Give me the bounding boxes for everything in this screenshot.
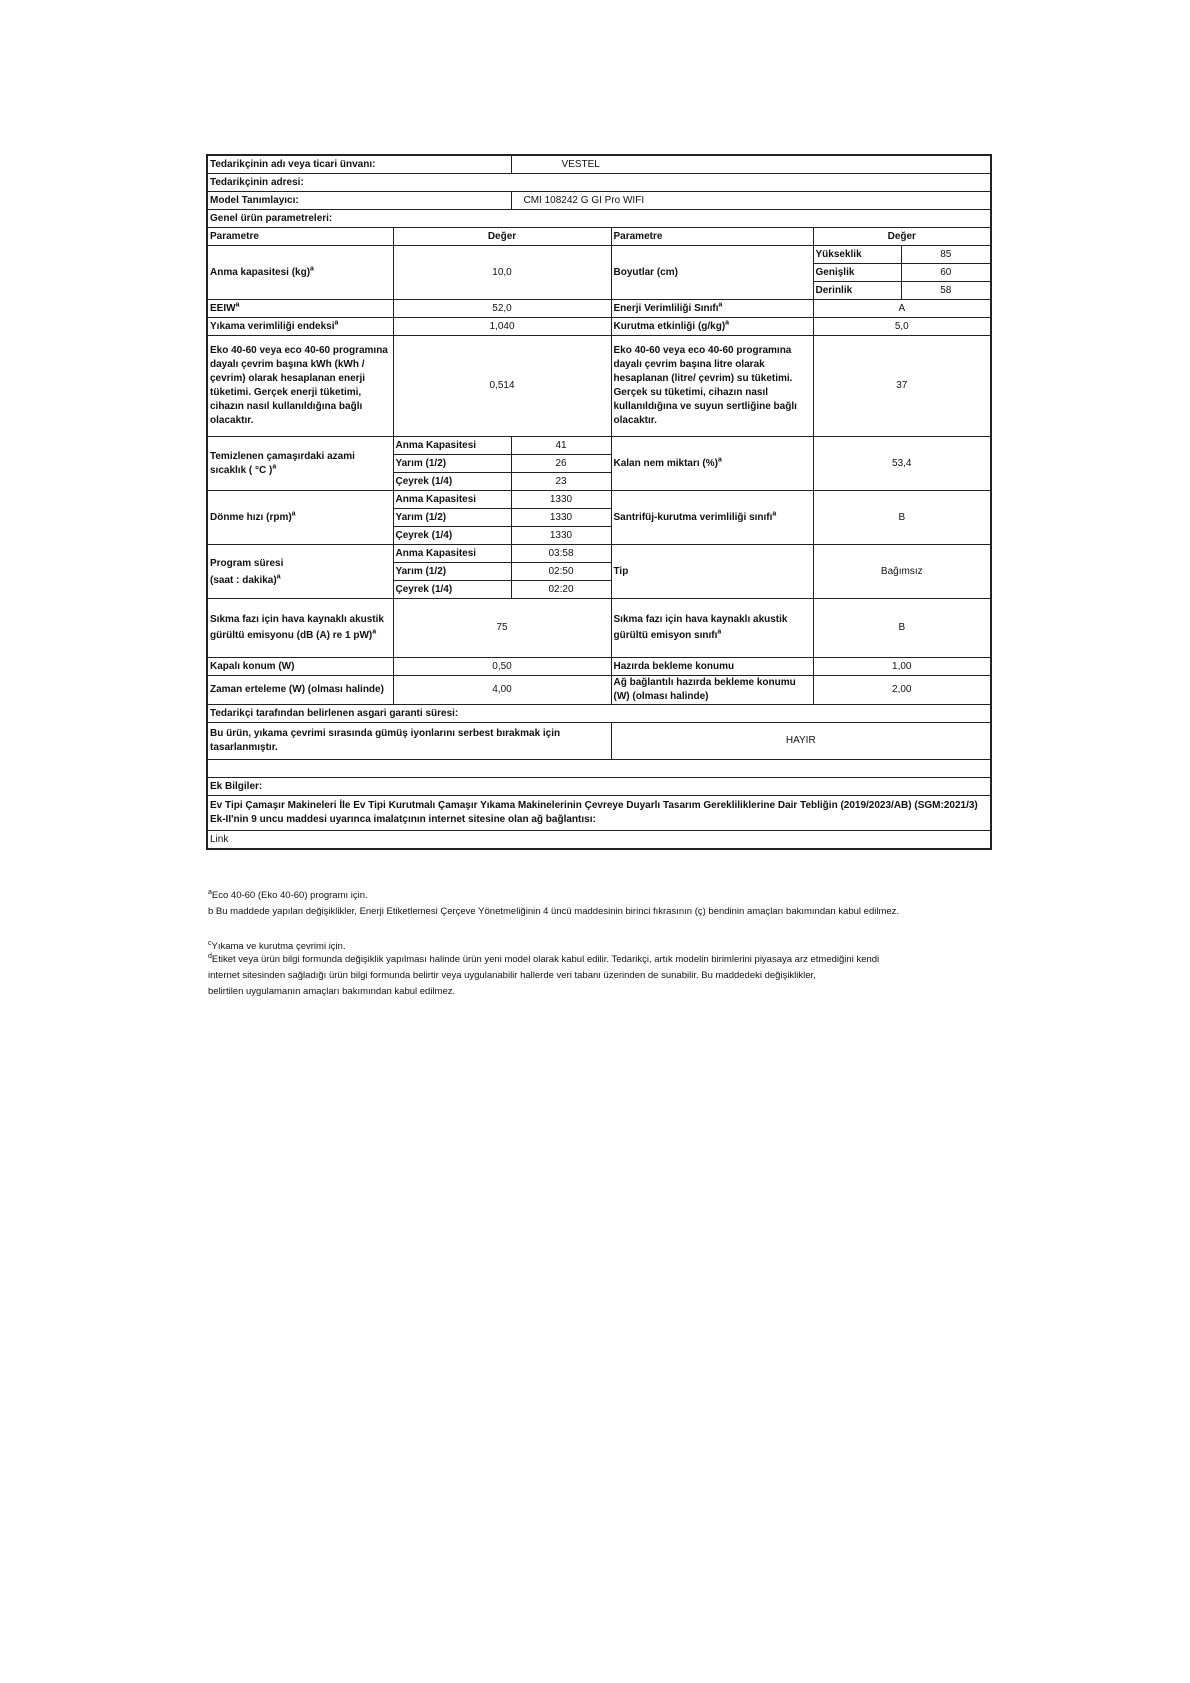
spin-rated-value: 1330	[511, 491, 611, 509]
dur-half-value: 02:50	[511, 563, 611, 581]
warranty-row	[207, 705, 991, 723]
model-value: CMI 108242 G GI Pro WIFI	[511, 192, 991, 210]
energy-cons-value: 0,514	[393, 336, 611, 437]
model-label: Model Tanımlayıcı:	[207, 192, 511, 210]
eeiw-value: 52,0	[393, 300, 611, 318]
noise-row	[207, 599, 991, 658]
depth-label: Derinlik	[813, 282, 901, 300]
capacity-row	[207, 246, 991, 264]
noise-class-label: Sıkma fazı için hava kaynaklı akustik gürültü emisyon sınıfı$^a$	[611, 599, 813, 658]
temp-half-label: Yarım (1/2)	[393, 455, 511, 473]
footnotes	[208, 888, 1008, 1000]
footnote-a: $^a$Eco 40-60 (Eko 40-60) programı için.	[208, 888, 368, 901]
eeiw-label: EEIW$^a$	[207, 300, 393, 318]
noise-value: 75	[393, 599, 611, 658]
warranty-label: Tedarikçi tarafından belirlenen asgari garanti süresi:	[207, 705, 991, 723]
net-standby-label: Ağ bağlantılı hazırda bekleme konumu (W) (olması halinde)	[611, 676, 813, 705]
standby-label: Hazırda bekleme konumu	[611, 658, 813, 676]
extra-row	[207, 778, 991, 796]
supplier-row	[207, 155, 991, 174]
capacity-value: 10,0	[393, 246, 611, 300]
height-value: 85	[901, 246, 991, 264]
wash-index-label: Yıkama verimliliği endeksi$^a$	[207, 318, 393, 336]
capacity-label: Anma kapasitesi (kg)$^a$	[207, 246, 393, 300]
water-cons-value: 37	[813, 336, 991, 437]
spin-rated-row	[207, 491, 991, 509]
type-label: Tip	[611, 545, 813, 599]
duration-label-line-1: Program süresi	[210, 557, 284, 569]
footnote-c: $^c$Yıkama ve kurutma çevrimi için.	[208, 939, 346, 952]
regulation-text: Ev Tipi Çamaşır Makineleri İle Ev Tipi Kurutmalı Çamaşır Yıkama Makinelerinin Çevreye Duyarlı Tasarım Gerekliliklerine Dair Tebliğin (2019/2023/AB) (SGM:2021/3) Ek-II'nin 9 uncu maddesi uyarınca imalatçının internet sitesine olan ağ bağlantısı:	[207, 796, 991, 831]
spin-half-value: 1330	[511, 509, 611, 527]
general-label: Genel ürün parametreleri:	[207, 210, 991, 228]
width-value: 60	[901, 264, 991, 282]
delay-row	[207, 676, 991, 705]
height-label: Yükseklik	[813, 246, 901, 264]
temp-rated-row	[207, 437, 991, 455]
temp-half-value: 26	[511, 455, 611, 473]
duration-label-line-2: (saat : dakika)$^a$	[210, 573, 281, 586]
spin-quarter-value: 1330	[511, 527, 611, 545]
model-row	[207, 192, 991, 210]
address-label: Tedarikçinin adresi:	[207, 174, 991, 192]
dry-eff-label: Kurutma etkinliği $(g/kg)^a$	[611, 318, 813, 336]
address-row	[207, 174, 991, 192]
link-text[interactable]: Link	[207, 831, 991, 850]
net-standby-value: 2,00	[813, 676, 991, 705]
product-info-table	[206, 154, 992, 850]
param-header-left: Parametre	[207, 228, 393, 246]
blank-row	[207, 760, 991, 778]
link-row	[207, 831, 991, 850]
column-header-row	[207, 228, 991, 246]
regulation-row	[207, 796, 991, 831]
consumption-row	[207, 336, 991, 437]
energy-cons-label: Eko 40-60 veya eco 40-60 programına dayalı çevrim başına kWh (kWh / çevrim) olarak hesaplanan enerji tüketimi. Gerçek enerji tüketimi, cihazın nasıl kullanıldığına bağlı olacaktır.	[207, 336, 393, 437]
footnote-d-line-2: internet sitesinden sağladığı ürün bilgi formunda belirtir veya uygulanabilir hallerde veri tabanı üzerinden de sunabilir. Bu maddedeki değişiklikler,	[208, 970, 816, 981]
delay-label: Zaman erteleme (W) (olması halinde)	[207, 676, 393, 705]
temp-label: Temizlenen çamaşırdaki azami sıcaklık ( °C )$^a$	[207, 437, 393, 491]
dur-rated-value: 03:58	[511, 545, 611, 563]
footnote-b: b Bu maddede yapılan değişiklikler, Enerji Etiketlemesi Çerçeve Yönetmeliğinin 4 üncü maddesinin birinci fıkrasının (ç) bendinin amaçları bakımından kabul edilmez.	[208, 906, 900, 917]
duration-label	[207, 545, 393, 599]
value-header-left: Değer	[393, 228, 611, 246]
param-header-right: Parametre	[611, 228, 813, 246]
extra-label: Ek Bilgiler:	[207, 778, 991, 796]
blank-cell	[207, 760, 991, 778]
width-label: Genişlik	[813, 264, 901, 282]
supplier-value: VESTEL	[511, 155, 991, 174]
dry-eff-value: 5,0	[813, 318, 991, 336]
spin-half-label: Yarım (1/2)	[393, 509, 511, 527]
dur-quarter-value: 02:20	[511, 581, 611, 599]
noise-label: Sıkma fazı için hava kaynaklı akustik gürültü emisyonu (dB (A) re 1 pW)$^a$	[207, 599, 393, 658]
temp-quarter-value: 23	[511, 473, 611, 491]
silver-row	[207, 723, 991, 760]
temp-rated-label: Anma Kapasitesi	[393, 437, 511, 455]
off-label: Kapalı konum (W)	[207, 658, 393, 676]
spin-quarter-label: Çeyrek (1/4)	[393, 527, 511, 545]
eeiw-row	[207, 300, 991, 318]
general-row	[207, 210, 991, 228]
spin-rated-label: Anma Kapasitesi	[393, 491, 511, 509]
footnote-d-line-1: $^d$Etiket veya ürün bilgi formunda değişiklik yapılması halinde ürün yeni model olarak kabul edilir. Tedarikçi, artık modelin birimlerini piyasaya arz etmediğini kendi	[208, 952, 880, 965]
wash-index-row	[207, 318, 991, 336]
water-cons-label: Eko 40-60 veya eco 40-60 programına dayalı çevrim başına litre olarak hesaplanan (litre/ çevrim) su tüketimi. Gerçek su tüketimi, cihazın nasıl kullanıldığına ve suyun sertliğine bağlı olacaktır.	[611, 336, 813, 437]
spin-label: Dönme hızı (rpm)$^a$	[207, 491, 393, 545]
silver-label: Bu ürün, yıkama çevrimi sırasında gümüş iyonlarını serbest bırakmak için tasarlanmıştır.	[207, 723, 611, 760]
supplier-label: Tedarikçinin adı veya ticari ünvanı:	[207, 155, 511, 174]
dur-half-label: Yarım (1/2)	[393, 563, 511, 581]
dimensions-label: Boyutlar (cm)	[611, 246, 813, 300]
temp-quarter-label: Çeyrek (1/4)	[393, 473, 511, 491]
type-value: Bağımsız	[813, 545, 991, 599]
dur-quarter-label: Çeyrek (1/4)	[393, 581, 511, 599]
depth-value: 58	[901, 282, 991, 300]
standby-value: 1,00	[813, 658, 991, 676]
footnote-d-line-3: belirtilen uygulamanın amaçları bakımından kabul edilmez.	[208, 986, 456, 997]
energy-class-label: Enerji Verimliliği Sınıfı$^a$	[611, 300, 813, 318]
moisture-label: Kalan nem miktarı (%)$^a$	[611, 437, 813, 491]
noise-class-value: B	[813, 599, 991, 658]
delay-value: 4,00	[393, 676, 611, 705]
dur-rated-label: Anma Kapasitesi	[393, 545, 511, 563]
duration-rated-row	[207, 545, 991, 563]
wash-index-value: 1,040	[393, 318, 611, 336]
value-header-right: Değer	[813, 228, 991, 246]
spin-class-value: B	[813, 491, 991, 545]
product-info-sheet	[206, 154, 990, 850]
off-value: 0,50	[393, 658, 611, 676]
temp-rated-value: 41	[511, 437, 611, 455]
spin-class-label: Santrifüj-kurutma verimliliği sınıfı$^a$	[611, 491, 813, 545]
silver-value: HAYIR	[611, 723, 991, 760]
moisture-value: 53,4	[813, 437, 991, 491]
off-row	[207, 658, 991, 676]
energy-class-value: A	[813, 300, 991, 318]
